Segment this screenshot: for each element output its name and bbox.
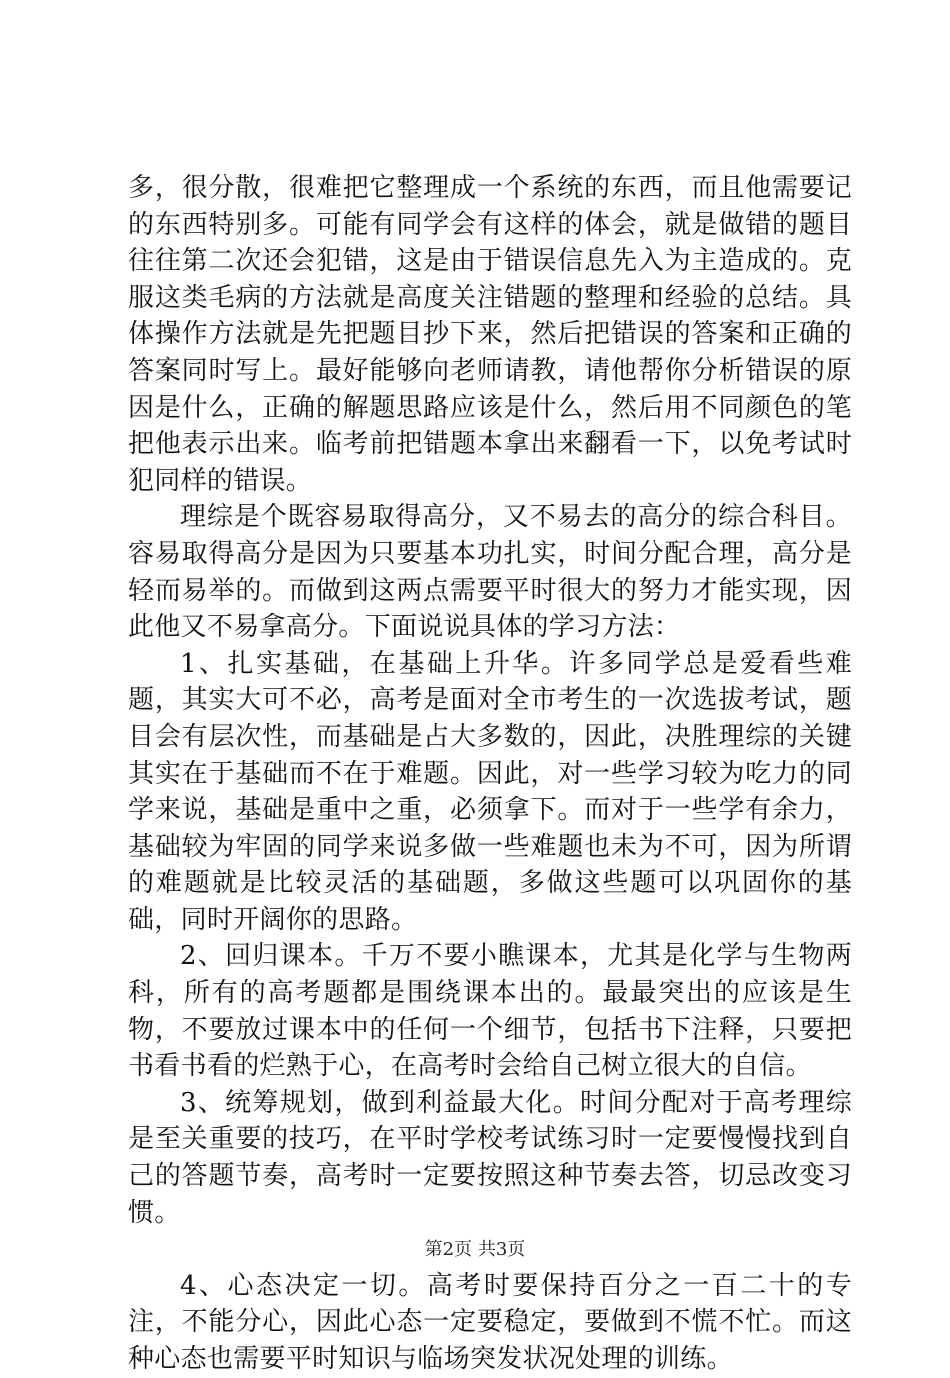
paragraph-point-1: 1、扎实基础，在基础上升华。许多同学总是爱看些难题，其实大可不必，高考是面对全市考生的一次选拔考试，题目会有层次性，而基础是占大多数的，因此，决胜理综的关键其实在于基础而不在于难题。因此，对一些学习较为吃力的同学来说，基础是重中之重，必须拿下。而对于一些学有余力，基础较为牢固的同学来说多做一些难题也未为不可，因为所谓的难题就是比较灵活的基础题，多做这些题可以巩固你的基础，同时开阔你的思路。 bbox=[128, 648, 852, 935]
paragraph-point-4: 4、心态决定一切。高考时要保持百分之一百二十的专注，不能分心，因此心态一定要稳定，要做到不慌不忙。而这种心态也需要平时知识与临场突发状况处理的训练。 bbox=[128, 1270, 852, 1374]
paragraph-intro: 理综是个既容易取得高分，又不易去的高分的综合科目。容易取得高分是因为只要基本功扎实，时间分配合理，高分是轻而易举的。而做到这两点需要平时很大的努力才能实现，因此他又不易拿高分。下面说说具体的学习方法： bbox=[128, 502, 852, 643]
paragraph-point-2: 2、回归课本。千万不要小瞧课本，尤其是化学与生物两科，所有的高考题都是围绕课本出的。最最突出的应该是生物，不要放过课本中的任何一个细节，包括书下注释，只要把书看书看的烂熟于心，在高考时会给自己树立很大的自信。 bbox=[128, 941, 852, 1082]
document-body bbox=[128, 170, 852, 1378]
page-number-footer: 第2页 共3页 bbox=[424, 1239, 526, 1260]
paragraph-point-3: 3、统筹规划，做到利益最大化。时间分配对于高考理综是至关重要的技巧，在平时学校考试练习时一定要慢慢找到自己的答题节奏，高考时一定要按照这种节奏去答，切忌改变习惯。 bbox=[128, 1087, 852, 1228]
paragraph-continued: 多，很分散，很难把它整理成一个系统的东西，而且他需要记的东西特别多。可能有同学会有这样的体会，就是做错的题目往往第二次还会犯错，这是由于错误信息先入为主造成的。克服这类毛病的方法就是高度关注错题的整理和经验的总结。具体操作方法就是先把题目抄下来，然后把错误的答案和正确的答案同时写上。最好能够向老师请教，请他帮你分析错误的原因是什么，正确的解题思路应该是什么，然后用不同颜色的笔把他表示出来。临考前把错题本拿出来翻看一下，以免考试时犯同样的错误。 bbox=[128, 173, 852, 496]
